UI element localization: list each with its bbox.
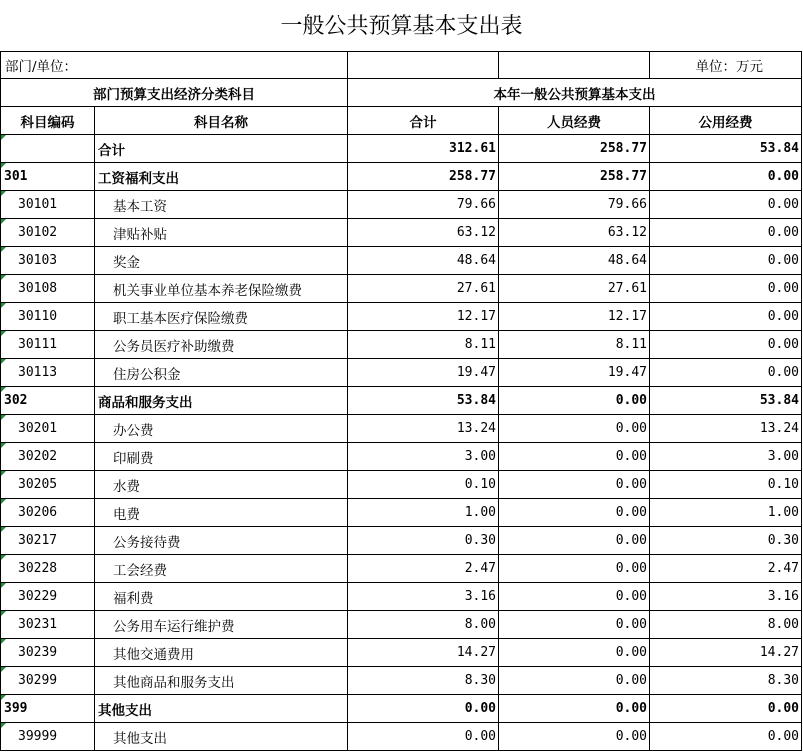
total-public: 53.84	[650, 135, 802, 163]
table-row	[1, 639, 802, 667]
row-total: 53.84	[348, 387, 499, 415]
row-personnel: 8.11	[499, 331, 650, 359]
header-public: 公用经费	[650, 107, 802, 135]
row-code: 30205	[1, 471, 95, 499]
row-public: 3.00	[650, 443, 802, 471]
row-public: 0.00	[650, 359, 802, 387]
total-code-cell	[1, 135, 95, 163]
table-row	[1, 583, 802, 611]
header-code: 科目编码	[1, 107, 95, 135]
row-total: 12.17	[348, 303, 499, 331]
row-code: 301	[1, 163, 95, 191]
total-total: 312.61	[348, 135, 499, 163]
row-total: 48.64	[348, 247, 499, 275]
row-personnel: 48.64	[499, 247, 650, 275]
row-code: 302	[1, 387, 95, 415]
row-name: 奖金	[95, 247, 348, 275]
table-row	[1, 247, 802, 275]
page-title: 一般公共预算基本支出表	[280, 14, 523, 39]
table-row	[1, 191, 802, 219]
row-personnel: 27.61	[499, 275, 650, 303]
row-personnel: 0.00	[499, 611, 650, 639]
row-personnel: 12.17	[499, 303, 650, 331]
row-code: 30101	[1, 191, 95, 219]
row-name: 津贴补贴	[95, 219, 348, 247]
row-name: 机关事业单位基本养老保险缴费	[95, 275, 348, 303]
row-code: 399	[1, 695, 95, 723]
row-name: 基本工资	[95, 191, 348, 219]
row-personnel: 63.12	[499, 219, 650, 247]
row-public: 13.24	[650, 415, 802, 443]
row-code: 30113	[1, 359, 95, 387]
row-public: 0.00	[650, 219, 802, 247]
category-row	[1, 695, 802, 723]
row-total: 8.00	[348, 611, 499, 639]
row-code: 30206	[1, 499, 95, 527]
row-total: 13.24	[348, 415, 499, 443]
row-total: 2.47	[348, 555, 499, 583]
table-row	[1, 415, 802, 443]
row-name: 水费	[95, 471, 348, 499]
row-personnel: 0.00	[499, 555, 650, 583]
row-personnel: 0.00	[499, 443, 650, 471]
row-public: 0.10	[650, 471, 802, 499]
header-left-group: 部门预算支出经济分类科目	[1, 79, 348, 107]
info-row	[1, 52, 802, 79]
info-blank-cell	[348, 52, 499, 79]
row-public: 2.47	[650, 555, 802, 583]
table-row	[1, 555, 802, 583]
row-public: 0.00	[650, 695, 802, 723]
table-row	[1, 723, 802, 751]
header-total: 合计	[348, 107, 499, 135]
table-row	[1, 219, 802, 247]
row-personnel: 258.77	[499, 163, 650, 191]
category-row	[1, 163, 802, 191]
row-code: 30231	[1, 611, 95, 639]
row-code: 30201	[1, 415, 95, 443]
header-group-row	[1, 79, 802, 107]
header-personnel: 人员经费	[499, 107, 650, 135]
row-public: 0.00	[650, 723, 802, 751]
row-code: 30229	[1, 583, 95, 611]
row-total: 19.47	[348, 359, 499, 387]
row-public: 8.00	[650, 611, 802, 639]
table-row	[1, 443, 802, 471]
row-name: 印刷费	[95, 443, 348, 471]
row-name: 办公费	[95, 415, 348, 443]
row-total: 3.16	[348, 583, 499, 611]
row-name: 职工基本医疗保险缴费	[95, 303, 348, 331]
row-personnel: 0.00	[499, 387, 650, 415]
row-total: 63.12	[348, 219, 499, 247]
table-row	[1, 611, 802, 639]
row-public: 0.00	[650, 275, 802, 303]
unit-label: 单位：万元	[650, 52, 802, 79]
budget-table	[0, 51, 802, 751]
row-public: 8.30	[650, 667, 802, 695]
row-personnel: 19.47	[499, 359, 650, 387]
dept-label: 部门/单位：	[1, 52, 348, 79]
row-personnel: 0.00	[499, 667, 650, 695]
table-row	[1, 667, 802, 695]
row-name: 工资福利支出	[95, 163, 348, 191]
row-name: 公务接待费	[95, 527, 348, 555]
row-personnel: 0.00	[499, 639, 650, 667]
row-public: 14.27	[650, 639, 802, 667]
row-public: 0.30	[650, 527, 802, 555]
total-row	[1, 135, 802, 163]
row-total: 79.66	[348, 191, 499, 219]
info-blank-cell	[499, 52, 650, 79]
row-public: 0.00	[650, 331, 802, 359]
table-row	[1, 471, 802, 499]
table-row	[1, 359, 802, 387]
row-code: 30239	[1, 639, 95, 667]
row-code: 30202	[1, 443, 95, 471]
row-name: 福利费	[95, 583, 348, 611]
table-row	[1, 275, 802, 303]
table-body	[1, 52, 802, 751]
row-name: 工会经费	[95, 555, 348, 583]
row-public: 3.16	[650, 583, 802, 611]
row-total: 1.00	[348, 499, 499, 527]
row-name: 公务用车运行维护费	[95, 611, 348, 639]
row-personnel: 0.00	[499, 583, 650, 611]
row-name: 商品和服务支出	[95, 387, 348, 415]
row-public: 0.00	[650, 303, 802, 331]
row-total: 0.10	[348, 471, 499, 499]
header-column-row	[1, 107, 802, 135]
row-code: 30103	[1, 247, 95, 275]
row-code: 30228	[1, 555, 95, 583]
row-public: 0.00	[650, 247, 802, 275]
table-row	[1, 527, 802, 555]
row-total: 27.61	[348, 275, 499, 303]
row-personnel: 0.00	[499, 695, 650, 723]
row-name: 其他商品和服务支出	[95, 667, 348, 695]
row-public: 0.00	[650, 191, 802, 219]
row-personnel: 79.66	[499, 191, 650, 219]
row-total: 3.00	[348, 443, 499, 471]
row-name: 公务员医疗补助缴费	[95, 331, 348, 359]
row-name: 其他支出	[95, 723, 348, 751]
total-personnel: 258.77	[499, 135, 650, 163]
row-code: 30299	[1, 667, 95, 695]
row-total: 14.27	[348, 639, 499, 667]
row-total: 0.30	[348, 527, 499, 555]
row-name: 住房公积金	[95, 359, 348, 387]
row-code: 30102	[1, 219, 95, 247]
row-name: 其他交通费用	[95, 639, 348, 667]
total-name: 合计	[95, 135, 348, 163]
table-row	[1, 499, 802, 527]
row-public: 53.84	[650, 387, 802, 415]
row-public: 1.00	[650, 499, 802, 527]
row-name: 电费	[95, 499, 348, 527]
table-row	[1, 303, 802, 331]
row-code: 30110	[1, 303, 95, 331]
row-public: 0.00	[650, 163, 802, 191]
row-total: 0.00	[348, 695, 499, 723]
row-personnel: 0.00	[499, 723, 650, 751]
row-code: 30217	[1, 527, 95, 555]
row-total: 258.77	[348, 163, 499, 191]
row-code: 30111	[1, 331, 95, 359]
row-total: 0.00	[348, 723, 499, 751]
row-personnel: 0.00	[499, 471, 650, 499]
header-right-group: 本年一般公共预算基本支出	[348, 79, 802, 107]
row-name: 其他支出	[95, 695, 348, 723]
row-total: 8.30	[348, 667, 499, 695]
table-row	[1, 331, 802, 359]
row-personnel: 0.00	[499, 499, 650, 527]
row-total: 8.11	[348, 331, 499, 359]
category-row	[1, 387, 802, 415]
row-personnel: 0.00	[499, 415, 650, 443]
row-code: 30108	[1, 275, 95, 303]
header-name: 科目名称	[95, 107, 348, 135]
row-personnel: 0.00	[499, 527, 650, 555]
row-code: 39999	[1, 723, 95, 751]
